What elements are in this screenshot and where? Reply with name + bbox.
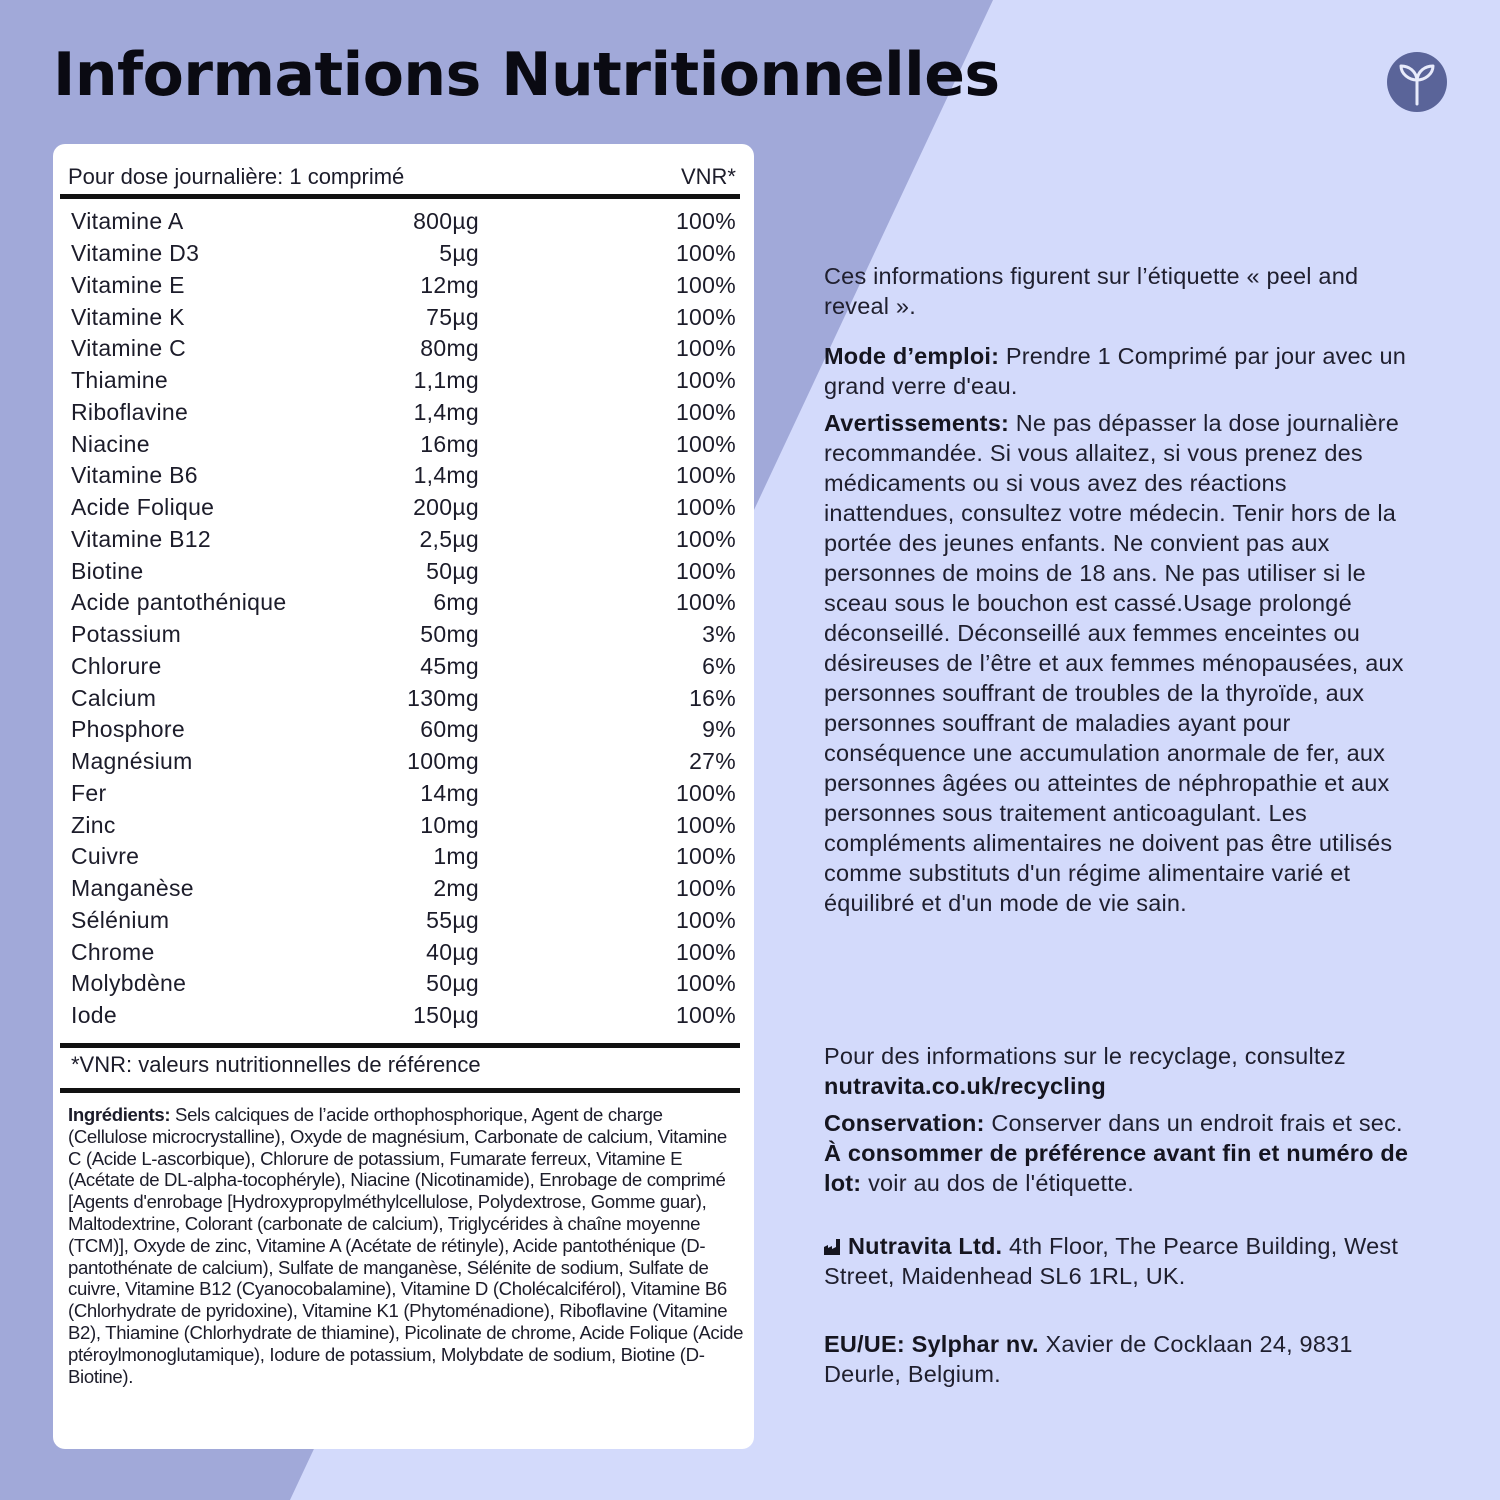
vnr-footnote: *VNR: valeurs nutritionnelles de référence	[71, 1052, 481, 1077]
nutrient-vnr: 100%	[675, 938, 736, 965]
leaf-sprout-icon	[1387, 52, 1447, 112]
table-row	[71, 619, 736, 651]
nutrient-amount: 2,5µg	[419, 525, 479, 552]
nutrient-vnr: 100%	[675, 462, 736, 489]
nutrient-amount: 50µg	[426, 970, 479, 997]
nutrient-amount: 1,4mg	[413, 462, 479, 489]
nutrient-amount: 50mg	[420, 621, 479, 648]
best-before-label: À consommer de préférence avant fin et numéro de lot:	[824, 1140, 1409, 1196]
nutrient-name: Vitamine B12	[71, 525, 211, 552]
nutrient-name: Vitamine B6	[71, 462, 198, 489]
nutrient-name: Cuivre	[71, 843, 140, 870]
nutrient-name: Phosphore	[71, 716, 185, 743]
table-row	[71, 841, 736, 873]
nutrient-name: Biotine	[71, 557, 144, 584]
nutrient-amount: 150µg	[413, 1002, 479, 1029]
nutrient-amount: 100mg	[407, 748, 479, 775]
nutrient-name: Vitamine A	[71, 208, 184, 235]
nutrient-amount: 1,1mg	[413, 367, 479, 394]
warnings-label: Avertissements:	[824, 410, 1009, 436]
nutrient-amount: 50µg	[426, 557, 479, 584]
dose-label: Pour dose journalière: 1 comprimé	[68, 164, 405, 189]
nutrient-name: Vitamine D3	[71, 240, 200, 267]
usage-text: Prendre 1 Comprimé par jour avec un grand verre d'eau.	[824, 343, 1407, 399]
manufacturer-name: Nutravita Ltd.	[848, 1233, 1003, 1259]
table-row	[71, 587, 736, 619]
nutrient-vnr: 27%	[689, 748, 736, 775]
table-row	[71, 555, 736, 587]
nutrient-name: Potassium	[71, 621, 182, 648]
factory-icon	[824, 1239, 844, 1255]
nutrient-amount: 14mg	[420, 779, 479, 806]
nutrient-name: Acide Folique	[71, 494, 215, 521]
nutrient-vnr: 100%	[675, 208, 736, 235]
nutrient-name: Vitamine E	[71, 271, 185, 298]
storage-label: Conservation:	[824, 1110, 985, 1136]
table-row	[71, 714, 736, 746]
warnings-text: Ne pas dépasser la dose journalière recommandée. Si vous allaitez, si vous prenez des médicaments ou si vous avez des réactions inattendues, consultez votre médecin. Tenir hors de la portée des jeunes enfants. Ne convient pas aux personnes de moins de 18 ans. Ne pas utiliser si le sceau sous le bouchon est cassé.Usage prolongé déconseillé. Déconseillé aux femmes enceintes ou désireuses de l’être et aux femmes ménopausées, aux personnes souffrant de troubles de la thyroïde, aux personnes souffrant de maladies ayant pour conséquence une accumulation anormale de fer, aux personnes âgées ou atteintes de néphropathie et aux personnes sous traitement anticoagulant. Les compléments alimentaires ne doivent pas être utilisés comme substituts d'un régime alimentaire varié et équilibré et d'un mode de vie sain.	[824, 410, 1404, 916]
nutrient-vnr: 100%	[675, 525, 736, 552]
table-row	[71, 651, 736, 683]
ingredients-label: Ingrédients:	[68, 1104, 171, 1125]
table-row	[71, 873, 736, 905]
usage-section	[824, 341, 1414, 401]
recycling-text: Pour des informations sur le recyclage, consultez	[824, 1043, 1346, 1069]
table-row	[71, 936, 736, 968]
nutrient-vnr: 6%	[702, 652, 736, 679]
nutrient-vnr: 100%	[675, 240, 736, 267]
nutrient-vnr: 3%	[702, 621, 736, 648]
nutrient-amount: 45mg	[420, 652, 479, 679]
eu-rep-address: Xavier de Cocklaan 24, 9831 Deurle, Belgium.	[824, 1331, 1353, 1387]
nutrient-name: Zinc	[71, 811, 116, 838]
nutrient-name: Sélénium	[71, 906, 170, 933]
table-row	[71, 238, 736, 270]
nutrient-amount: 10mg	[420, 811, 479, 838]
nutrition-table-header	[68, 162, 736, 192]
nutrient-vnr: 9%	[702, 716, 736, 743]
nutrient-vnr: 100%	[675, 970, 736, 997]
storage-section	[824, 1108, 1414, 1198]
table-row	[71, 905, 736, 937]
footnote-divider	[60, 1088, 740, 1093]
table-row	[71, 682, 736, 714]
recycling-link[interactable]: nutravita.co.uk/recycling	[824, 1073, 1106, 1099]
nutrient-vnr: 100%	[675, 494, 736, 521]
nutrient-vnr: 100%	[675, 271, 736, 298]
nutrient-vnr: 100%	[675, 811, 736, 838]
ingredients-list: Sels calciques de l’acide orthophosphorique, Agent de charge (Cellulose microcrystalline), Oxyde de magnésium, Carbonate de calcium, Vitamine C (Acide L-ascorbique), Chlorure de potassium, Fumarate ferreux, Vitamine E (Acétate de DL-alpha-tocophéryle), Niacine (Nicotinamide), Enrobage de comprimé [Agents d'enrobage [Hydroxypropylméthylcellulose, Polydextrose, Gomme guar), Maltodextrine, Colorant (carbonate de calcium), Triglycérides à chaîne moyenne (TCM)], Oxyde de zinc, Vitamine A (Acétate de rétinyle), Acide pantothénique (D-pantothénate de calcium), Sulfate de manganèse, Sélénite de sodium, Sulfate de cuivre, Vitamine B12 (Cyanocobalamine), Vitamine D (Cholécalciférol), Vitamine B6 (Chlorhydrate de pyridoxine), Vitamine K1 (Phytoménadione), Riboflavine (Vitamine B2), Thiamine (Chlorhydrate de thiamine), Picolinate de chrome, Acide Folique (Acide ptéroylmonoglutamique), Iodure de potassium, Molybdate de sodium, Biotine (D-Biotine).	[68, 1104, 744, 1387]
nutrient-amount: 40µg	[426, 938, 479, 965]
table-row	[71, 365, 736, 397]
nutrient-amount: 75µg	[426, 303, 479, 330]
label-note-text: Ces informations figurent sur l’étiquette « peel and reveal ».	[824, 263, 1359, 319]
nutrient-vnr: 100%	[675, 430, 736, 457]
nutrient-vnr: 100%	[675, 557, 736, 584]
nutrient-name: Acide pantothénique	[71, 589, 287, 616]
table-row	[71, 206, 736, 238]
eu-rep-label: EU/UE: Sylphar nv.	[824, 1331, 1039, 1357]
table-row	[71, 460, 736, 492]
table-row	[71, 809, 736, 841]
nutrient-amount: 55µg	[426, 906, 479, 933]
nutrient-name: Vitamine K	[71, 303, 185, 330]
nutrient-name: Chlorure	[71, 652, 162, 679]
nutrient-vnr: 100%	[675, 906, 736, 933]
nutrient-amount: 16mg	[420, 430, 479, 457]
nutrient-vnr: 100%	[675, 589, 736, 616]
table-row	[71, 746, 736, 778]
storage-text: Conserver dans un endroit frais et sec.	[984, 1110, 1403, 1136]
table-row	[71, 1000, 736, 1032]
manufacturer-section	[824, 1231, 1414, 1291]
nutrient-name: Calcium	[71, 684, 157, 711]
vnr-header: VNR*	[680, 164, 736, 189]
nutrient-vnr: 16%	[689, 684, 736, 711]
nutrient-amount: 800µg	[413, 208, 479, 235]
table-row	[71, 428, 736, 460]
nutrient-name: Iode	[71, 1002, 117, 1029]
nutrient-vnr: 100%	[675, 335, 736, 362]
nutrient-vnr: 100%	[675, 843, 736, 870]
nutrient-amount: 1mg	[433, 843, 479, 870]
warnings-section	[824, 408, 1414, 918]
label-note	[824, 261, 1414, 321]
nutrient-vnr: 100%	[675, 303, 736, 330]
nutrient-amount: 60mg	[420, 716, 479, 743]
nutrient-name: Niacine	[71, 430, 150, 457]
nutrient-name: Thiamine	[71, 367, 168, 394]
table-row	[71, 270, 736, 302]
nutrition-table-body	[71, 206, 736, 1032]
recycling-section	[824, 1041, 1414, 1101]
table-bottom-divider	[60, 1043, 740, 1048]
table-row	[71, 524, 736, 556]
nutrient-amount: 6mg	[433, 589, 479, 616]
header-divider	[60, 194, 740, 199]
nutrient-name: Vitamine C	[71, 335, 187, 362]
nutrient-amount: 200µg	[413, 494, 479, 521]
nutrient-name: Chrome	[71, 938, 155, 965]
nutrient-name: Magnésium	[71, 748, 193, 775]
eu-representative-section	[824, 1329, 1414, 1389]
nutrient-amount: 12mg	[420, 271, 479, 298]
table-row	[71, 778, 736, 810]
nutrient-amount: 130mg	[407, 684, 479, 711]
nutrient-vnr: 100%	[675, 367, 736, 394]
nutrient-vnr: 100%	[675, 875, 736, 902]
nutrient-amount: 2mg	[433, 875, 479, 902]
ingredients-text	[68, 1104, 744, 1387]
nutrient-name: Fer	[71, 779, 107, 806]
nutrition-card	[53, 144, 754, 1449]
table-row	[71, 397, 736, 429]
nutrient-amount: 80mg	[420, 335, 479, 362]
manufacturer-address: 4th Floor, The Pearce Building, West Street, Maidenhead SL6 1RL, UK.	[824, 1233, 1399, 1289]
table-row	[71, 492, 736, 524]
usage-label: Mode d’emploi:	[824, 343, 1000, 369]
table-row	[71, 968, 736, 1000]
page-title: Informations Nutritionnelles	[53, 40, 1000, 110]
nutrient-vnr: 100%	[675, 398, 736, 425]
nutrient-name: Manganèse	[71, 875, 194, 902]
nutrient-name: Riboflavine	[71, 398, 189, 425]
table-row	[71, 301, 736, 333]
nutrient-amount: 1,4mg	[413, 398, 479, 425]
nutrient-vnr: 100%	[675, 779, 736, 806]
table-row	[71, 333, 736, 365]
nutrient-amount: 5µg	[439, 240, 479, 267]
best-before-text: voir au dos de l'étiquette.	[861, 1170, 1135, 1196]
nutrient-vnr: 100%	[675, 1002, 736, 1029]
nutrient-name: Molybdène	[71, 970, 187, 997]
